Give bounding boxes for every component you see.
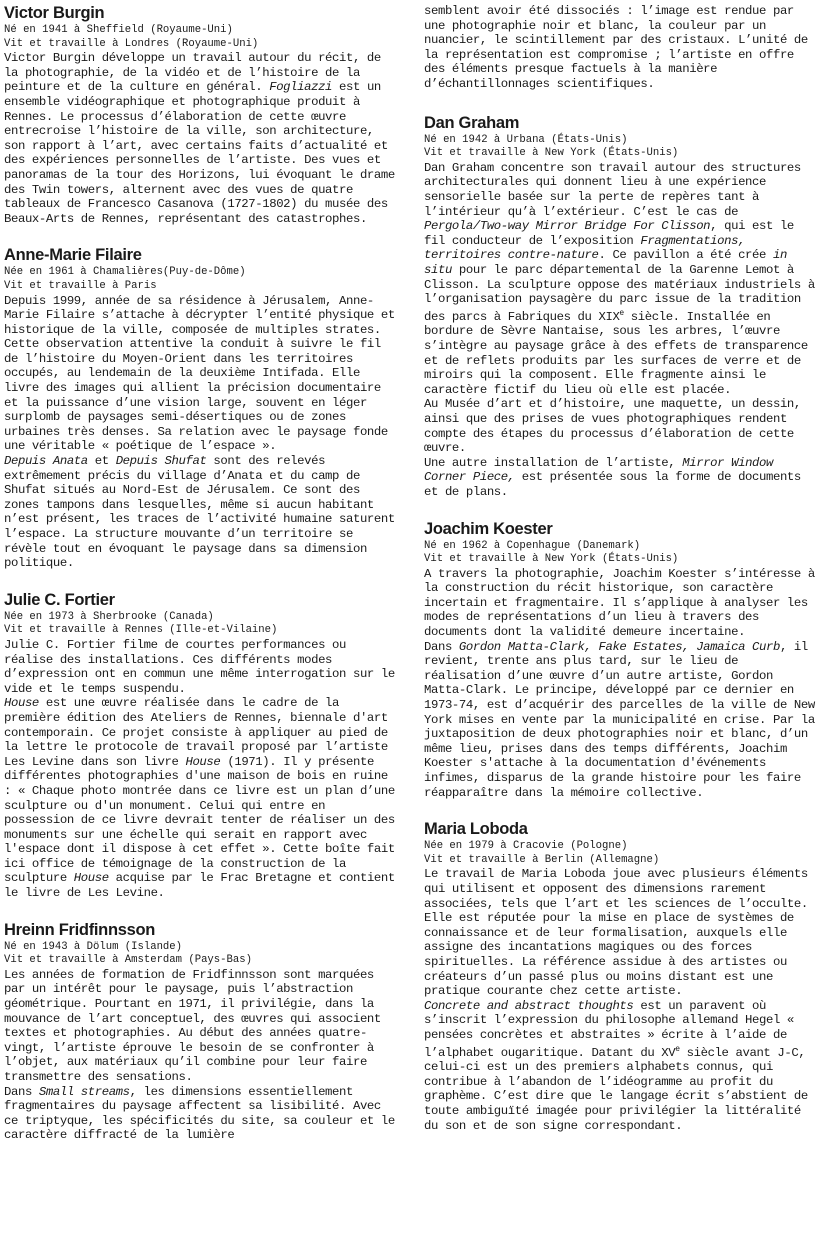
bio-text: Dans [4,1084,39,1099]
artist-entry-fortier [4,591,400,901]
bio-text: , les dimensions essentiellement fragmentaires du paysage affectent sa lisibilité. Avec ce triptyque, les spécificités du site, sa couleur et le caractère diffracté de la lumière [4,1084,395,1143]
italic-term: in situ [424,248,787,277]
artist-bio-paragraph [4,454,400,571]
work-title: Pergola/Two-way Mirror Bridge For Clisson [424,219,711,234]
artist-residence: Vit et travaille à Rennes (Ille-et-Vilaine) [4,624,278,637]
artist-bio-paragraph [4,1085,400,1143]
left-column [4,4,400,1163]
artist-name: Maria Loboda [424,820,528,839]
work-title: Depuis Anata [4,454,88,469]
artist-name: Hreinn Fridfinnsson [4,920,156,939]
artist-birth: Née en 1973 à Sherbrooke (Canada) [4,610,214,623]
artist-birth: Né en 1941 à Sheffield (Royaume-Uni) [4,24,233,36]
bio-text: siècle. Installée en bordure de Sèvre Nantaise, sous les arbres, l’œuvre s’intègre au paysage grâce à des effets de transparence et de reflets produits par les surfaces de verre et de miroirs qui la composent. Elle fragmente ainsi le caractère fictif du lieu où elle est placée. [424,309,808,397]
artist-entry-koester [424,520,820,801]
artist-name: Julie C. Fortier [4,590,115,609]
bio-text: , il revient, trente ans plus tard, sur le lieu de réalisation d’une œuvre d’un autre artiste, Gordon Matta-Clark. Le principe, développé par ce dernier en 1973-74, est d’acquérir des parcelles de la ville de New York mises en vente par la municipalité en crise. Par la juxtaposition de deux photographies noir et blanc, d’un même lieu, prises dans des temps différents, Joachim Koester s'attache à la documentation d'événements infimes, disparus de la grande histoire pour les faire réapparaître dans la mémoire collective. [424,639,815,800]
artist-bio-paragraph [4,696,400,900]
bio-text: est un ensemble vidéographique et photographique produit à Rennes. Le processus d’élaboration de cette œuvre entrecroise l’histoire de la ville, son architecture, son rapport à l’art, avec certains faits d’actualité et des expériences personnelles de l’artiste. Des vues et panoramas de la tour des Horizons, lui évoquant le drame des Twin towers, alternent avec des vues de quatre tableaux de Francesco Casanova (1727-1802) du musée des Beaux-Arts de Rennes, représentant des catastrophes. [4,80,395,226]
work-title: Depuis Shufat [115,454,207,469]
artist-bio-continuation: semblent avoir été dissociés : l’image est rendue par une photographie noir et blanc, la couleur par un nuancier, le scintillement par des cristaux. L’unité de la représentation est compromise ; l’artiste en offre des éléments presque factuels à la manière d’échantillonnages scientifiques. [424,4,808,91]
artist-birth: Née en 1979 à Cracovie (Pologne) [424,840,628,853]
artist-residence: Vit et travaille à Paris [4,279,157,292]
artist-entry-loboda [424,820,820,1133]
artist-residence: Vit et travaille à Amsterdam (Pays-Bas) [4,954,252,967]
bio-text: Dan Graham concentre son travail autour des structures architecturales qui donnent lieu à une expérience sensorielle basée sur la perte de repères tant à l’intérieur qu’à l’extérieur. C’est le cas de [424,160,801,219]
artist-name: Victor Burgin [4,4,105,22]
artist-residence: Vit et travaille à Londres (Royaume-Uni) [4,37,259,50]
bio-text: pour le parc départemental de la Garenne Lemot à Clisson. La sculpture oppose des matériaux industriels à l’organisation paysagère du parc issue de la tradition des parcs à Fabriques du XIX [424,262,815,324]
superscript: e [675,1044,680,1054]
artist-residence: Vit et travaille à New York (États-Unis) [424,147,679,160]
bio-text: Victor Burgin développe un travail autour du récit, de la photographie, de la vidéo et de l’histoire de la peinture et de la culture en général. [4,51,381,95]
artist-bio-paragraph: Les années de formation de Fridfinnsson sont marquées par un intérêt pour le paysage, puis l’abstraction géométrique. Pourtant en 1971, il privilégie, dans la mouvance de l’art conceptuel, des œuvres qui associent textes et photographies. Au début des années quatre-vingt, l’artiste éprouve le besoin de se confronter à l’objet, aux matériaux qu’il combine pour leur faire transmettre des sensations. [4,967,381,1084]
artist-birth: Né en 1943 à Dölum (Islande) [4,940,183,953]
bio-text: est un paravent où s’inscrit l’expression du philosophe allemand Hegel « pensées concrètes et abstraites » écrite à l’aide de l’alphabet ougaritique. Datant du XV [424,998,794,1060]
work-title: Concrete and abstract thoughts [424,998,634,1013]
bio-text: , qui est le fil conducteur de l’exposition [424,219,794,248]
bio-text: . Ce pavillon a été crée [598,248,773,263]
exhibition-title: Fragmentations, territoires contre-nature [424,233,746,263]
superscript: e [619,308,624,318]
artist-name: Anne-Marie Filaire [4,246,142,265]
work-title: House [185,754,221,769]
artist-bio-paragraph: Depuis 1999, année de sa résidence à Jérusalem, Anne-Marie Filaire s’attache à décrypter l’entité physique et historique de la ville, composée de multiples strates. Cette observation attentive la conduit à suivre le fil de l’histoire du Moyen-Orient dans les territoires occupés, au lendemain de la deuxième Intifada. Elle livre des images qui allient la précision documentaire et la puissance d’une vision large, souvent en léger surplomb de paysages semi-désertiques ou de zones urbaines très denses. Sa relation avec le paysage fonde une véritable « poétique de l’espace ». [4,293,395,454]
artist-bio-paragraph [424,456,820,500]
artist-bio-paragraph: Le travail de Maria Loboda joue avec plusieurs éléments qui utilisent et opposent des dimensions rarement associées, tels que l’art et les sciences de l’occulte. Elle est réputée pour la mise en place de systèmes de connaissance et de leur formalisation, auxquels elle assigne des incantations magiques ou des forces spirituelles. La référence assidue à des artistes ou créateurs d’un passé plus ou moins distant est une pratique courante chez cette artiste. [424,867,808,999]
bio-text: (1971). Il y présente différentes photographies d'une maison de bois en ruine : « Chaque photo montrée dans ce livre est un plan d’une sculpture ou d'un monument. Celui qui entre en possession de ce livre devrait tenter de réaliser un des monuments sur une échelle qui serait en rapport avec l'espace dont il dispose à cet effet ». Cette boîte fait ici office de témoignage de la construction de la sculpture [4,754,395,886]
work-title: Small streams [38,1084,130,1099]
artist-residence: Vit et travaille à New York (États-Unis) [424,553,679,566]
bio-text: Une autre installation de l’artiste, [424,455,683,470]
artist-entry-burgin [4,4,400,226]
artist-bio-paragraph [424,999,820,1133]
bio-text: est présentée sous la forme de documents et de plans. [424,470,801,499]
artist-bio-paragraph [424,640,820,801]
artist-bio-paragraph: Julie C. Fortier filme de courtes performances ou réalise des installations. Ces différents modes d’expression ont en commun une même interrogation sur le vide et le temps suspendu. [4,637,395,696]
artist-bio-paragraph: A travers la photographie, Joachim Koester s’intéresse à la construction du récit historique, son caractère incertain et fragmentaire. Il s’applique à analyser les modes de représentations d’un lieu à travers des documents dont la validité demeure incertaine. [424,566,815,640]
artist-name: Joachim Koester [424,519,553,538]
work-title: Gordon Matta-Clark, Fake Estates, Jamaica Curb [458,639,780,654]
right-column [424,4,820,1153]
artist-entry-filaire [4,246,400,570]
work-title: Fogliazzi [269,80,333,95]
artist-residence: Vit et travaille à Berlin (Allemagne) [424,853,660,866]
artist-entry-graham [424,114,820,500]
artist-bio-paragraph: Au Musée d’art et d’histoire, une maquette, un dessin, ainsi que des prises de vues photographiques rendent compte des étapes du processus d’élaboration de cette œuvre. [424,397,801,456]
artist-name: Dan Graham [424,113,520,132]
artist-bio-paragraph [4,51,400,226]
bio-text: acquise par le Frac Bretagne et contient le livre de Les Levine. [4,871,395,901]
bio-text: siècle avant J-C, celui-ci est un des premiers alphabets connus, qui contribue à l’abandon de l’idéogramme au profit du graphème. C’est dire que le langage écrit s’abstient de toute ambiguïté imagée pour privilégier la littéralité du son et de son signe correspondant. [424,1045,808,1133]
bio-text: sont des relevés extrêmement précis du village d’Anata et du camp de Shufat situés au Nord-Est de Jérusalem. Ce sont des zones tampons dans lesquelles, même si aucun habitant n’est présent, les traces de l’activité humaine saturent l’espace. La structure mouvante d’un territoire se révèle tout en évoquant le paysage dans sa dimension politique. [4,454,395,571]
artist-bio-paragraph [424,161,820,398]
artist-birth: Née en 1961 à Chamalières(Puy-de-Dôme) [4,266,246,279]
bio-text: Dans [424,639,459,654]
artist-entry-fridfinnsson [4,921,400,1143]
work-title: House [73,871,109,886]
bio-text: est une œuvre réalisée dans le cadre de la première édition des Ateliers de Rennes, biennale d'art contemporain. Ce projet consiste à appliquer au pied de la lettre le protocole de travail proposé par l’artiste Les Levine dans son livre [4,696,388,769]
work-title: Mirror Window Corner Piece, [424,455,773,485]
bio-text: et [87,454,116,469]
artist-birth: Né en 1942 à Urbana (États-Unis) [424,133,628,146]
artist-birth: Né en 1962 à Copenhague (Danemark) [424,539,641,552]
work-title: House [4,696,39,711]
